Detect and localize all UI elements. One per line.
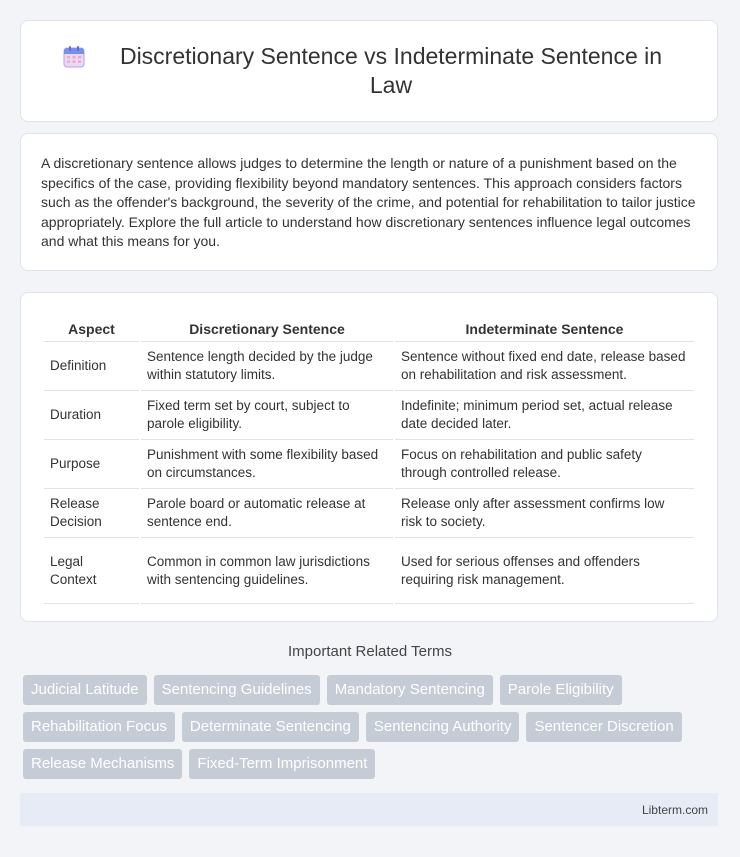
row-aspect: Duration — [44, 391, 139, 440]
related-term-tag[interactable]: Fixed-Term Imprisonment — [189, 749, 375, 779]
row-indeterminate: Used for serious offenses and offenders requiring risk management. — [395, 538, 694, 604]
row-indeterminate: Focus on rehabilitation and public safety through controlled release. — [395, 440, 694, 489]
related-term-tag[interactable]: Parole Eligibility — [500, 675, 622, 705]
page-title: Discretionary Sentence vs Indeterminate Sentence in Law — [119, 43, 663, 98]
row-aspect: Purpose — [44, 440, 139, 489]
intro-card — [20, 133, 718, 271]
footer — [20, 793, 718, 826]
table-row — [44, 489, 694, 538]
related-term-tag[interactable]: Sentencer Discretion — [526, 712, 681, 742]
row-aspect: Legal Context — [44, 538, 139, 604]
row-aspect: Definition — [44, 342, 139, 391]
row-aspect: Release Decision — [44, 489, 139, 538]
footer-brand-link[interactable]: Libterm.com — [641, 802, 708, 817]
row-discretionary: Punishment with some flexibility based on circumstances. — [141, 440, 393, 489]
comparison-card — [20, 292, 718, 622]
related-term-tag[interactable]: Sentencing Authority — [366, 712, 520, 742]
table-row — [44, 440, 694, 489]
title-wrap — [61, 42, 677, 100]
row-discretionary: Sentence length decided by the judge within statutory limits. — [141, 342, 393, 391]
row-discretionary: Common in common law jurisdictions with sentencing guidelines. — [141, 538, 393, 604]
header-indeterminate: Indeterminate Sentence — [395, 313, 694, 342]
related-term-tag[interactable]: Sentencing Guidelines — [154, 675, 320, 705]
header-aspect: Aspect — [44, 313, 139, 342]
related-term-tag[interactable]: Mandatory Sentencing — [327, 675, 493, 705]
title-card — [20, 20, 718, 122]
calendar-icon — [61, 44, 87, 70]
intro-paragraph: A discretionary sentence allows judges to determine the length or nature of a punishment based on the specifics of the case, providing flexibility beyond mandatory sentences. This approach considers factors such as the offender's background, the severity of the crime, and potential for rehabilitation to tailor justice appropriately. Explore the full article to understand how discretionary sentences influence legal outcomes and what this means for you. — [41, 155, 696, 250]
row-indeterminate: Release only after assessment confirms low risk to society. — [395, 489, 694, 538]
row-indeterminate: Indefinite; minimum period set, actual release date decided later. — [395, 391, 694, 440]
related-term-tag[interactable]: Release Mechanisms — [23, 749, 182, 779]
related-terms-list — [23, 675, 723, 779]
header-discretionary: Discretionary Sentence — [141, 313, 393, 342]
table-row — [44, 538, 694, 604]
comparison-table — [42, 313, 696, 604]
related-terms-title: Important Related Terms — [288, 643, 452, 660]
related-term-tag[interactable]: Rehabilitation Focus — [23, 712, 175, 742]
table-row — [44, 342, 694, 391]
table-row — [44, 391, 694, 440]
related-term-tag[interactable]: Determinate Sentencing — [182, 712, 359, 742]
table-header-row — [44, 313, 694, 342]
row-discretionary: Parole board or automatic release at sentence end. — [141, 489, 393, 538]
row-discretionary: Fixed term set by court, subject to parole eligibility. — [141, 391, 393, 440]
row-indeterminate: Sentence without fixed end date, release based on rehabilitation and risk assessment. — [395, 342, 694, 391]
related-term-tag[interactable]: Judicial Latitude — [23, 675, 147, 705]
